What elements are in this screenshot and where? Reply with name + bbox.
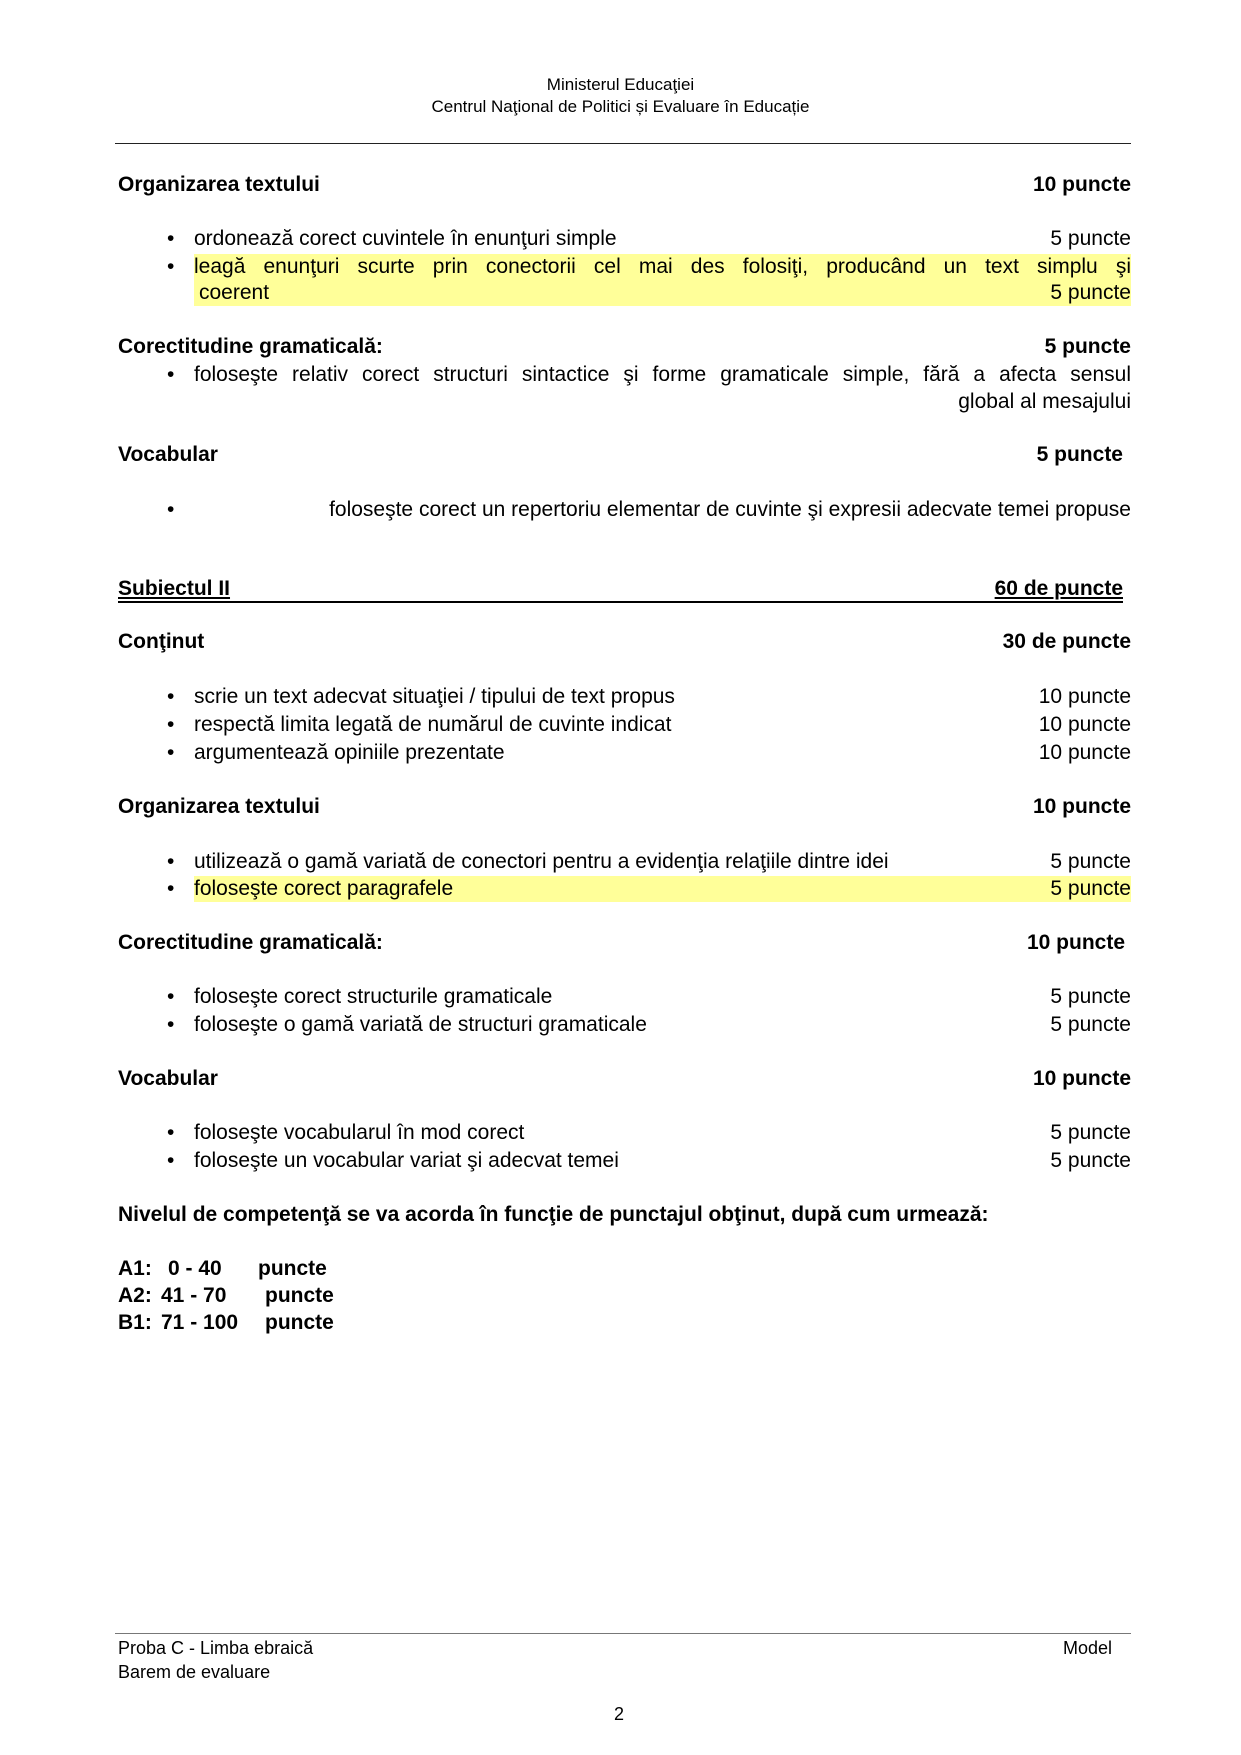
list-item: • ordonează corect cuvintele în enunţuri simple 5 puncte — [167, 227, 1131, 250]
header-rule — [115, 143, 1131, 144]
list-item: • foloseşte vocabularul în mod corect 5 puncte — [167, 1121, 1131, 1144]
header-center: Centrul Naţional de Politici și Evaluare în Educație — [431, 97, 810, 116]
section-heading: Conţinut 30 de puncte — [118, 630, 1131, 653]
list-item: • foloseşte corect structurile gramaticale 5 puncte — [167, 985, 1131, 1008]
list-item: • foloseşte corect un repertoriu elementar de cuvinte şi expresii adecvate temei propuse — [167, 498, 1131, 521]
section-heading: Organizarea textului 10 puncte — [118, 173, 1131, 196]
header-ministry: Ministerul Educaţiei — [546, 75, 695, 94]
level-row: A2: 41 - 70 puncte — [118, 1284, 334, 1307]
list-item: • respectă limita legată de numărul de cuvinte indicat 10 puncte — [167, 713, 1131, 736]
level-row: A1: 0 - 40 puncte — [118, 1257, 327, 1280]
list-item: • utilizează o gamă variată de conectori pentru a evidenţia relaţiile dintre idei 5 puncte — [167, 850, 1131, 873]
list-item-cont: coerent 5 puncte — [167, 280, 1131, 306]
footer-model: Model — [1063, 1638, 1113, 1658]
levels-intro: Nivelul de competenţă se va acorda în funcţie de punctajul obţinut, după cum urmează: — [118, 1203, 989, 1226]
list-item: • foloseşte un vocabular variat şi adecvat temei 5 puncte — [167, 1149, 1131, 1172]
list-item: • argumentează opiniile prezentate 10 puncte — [167, 741, 1131, 764]
list-item: • foloseşte corect paragrafele 5 puncte — [167, 877, 1131, 900]
footer-rule — [115, 1633, 1131, 1634]
section-heading: Organizarea textului 10 puncte — [118, 795, 1131, 818]
section-heading: Corectitudine gramaticală: 10 puncte — [118, 931, 1125, 954]
list-item: • foloseşte o gamă variată de structuri gramaticale 5 puncte — [167, 1013, 1131, 1036]
section-heading: Corectitudine gramaticală: 5 puncte — [118, 335, 1131, 358]
section-heading: Vocabular 5 puncte — [118, 443, 1123, 466]
section-heading: Vocabular 10 puncte — [118, 1067, 1131, 1090]
list-item: • leagă enunţuri scurte prin conectorii cel mai des folosiţi, producând un text simplu şi — [167, 255, 1131, 278]
list-item-cont: global al mesajului — [958, 390, 1131, 413]
footer-barem: Barem de evaluare — [118, 1662, 271, 1682]
page-number: 2 — [614, 1704, 625, 1724]
list-item: • foloseşte relativ corect structuri sintactice şi forme gramaticale simple, fără a afecta sensul — [167, 363, 1131, 386]
subject-heading: Subiectul II 60 de puncte — [118, 576, 1123, 603]
level-row: B1: 71 - 100 puncte — [118, 1311, 334, 1334]
footer-exam: Proba C - Limba ebraică — [118, 1638, 314, 1658]
list-item: • scrie un text adecvat situaţiei / tipului de text propus 10 puncte — [167, 685, 1131, 708]
